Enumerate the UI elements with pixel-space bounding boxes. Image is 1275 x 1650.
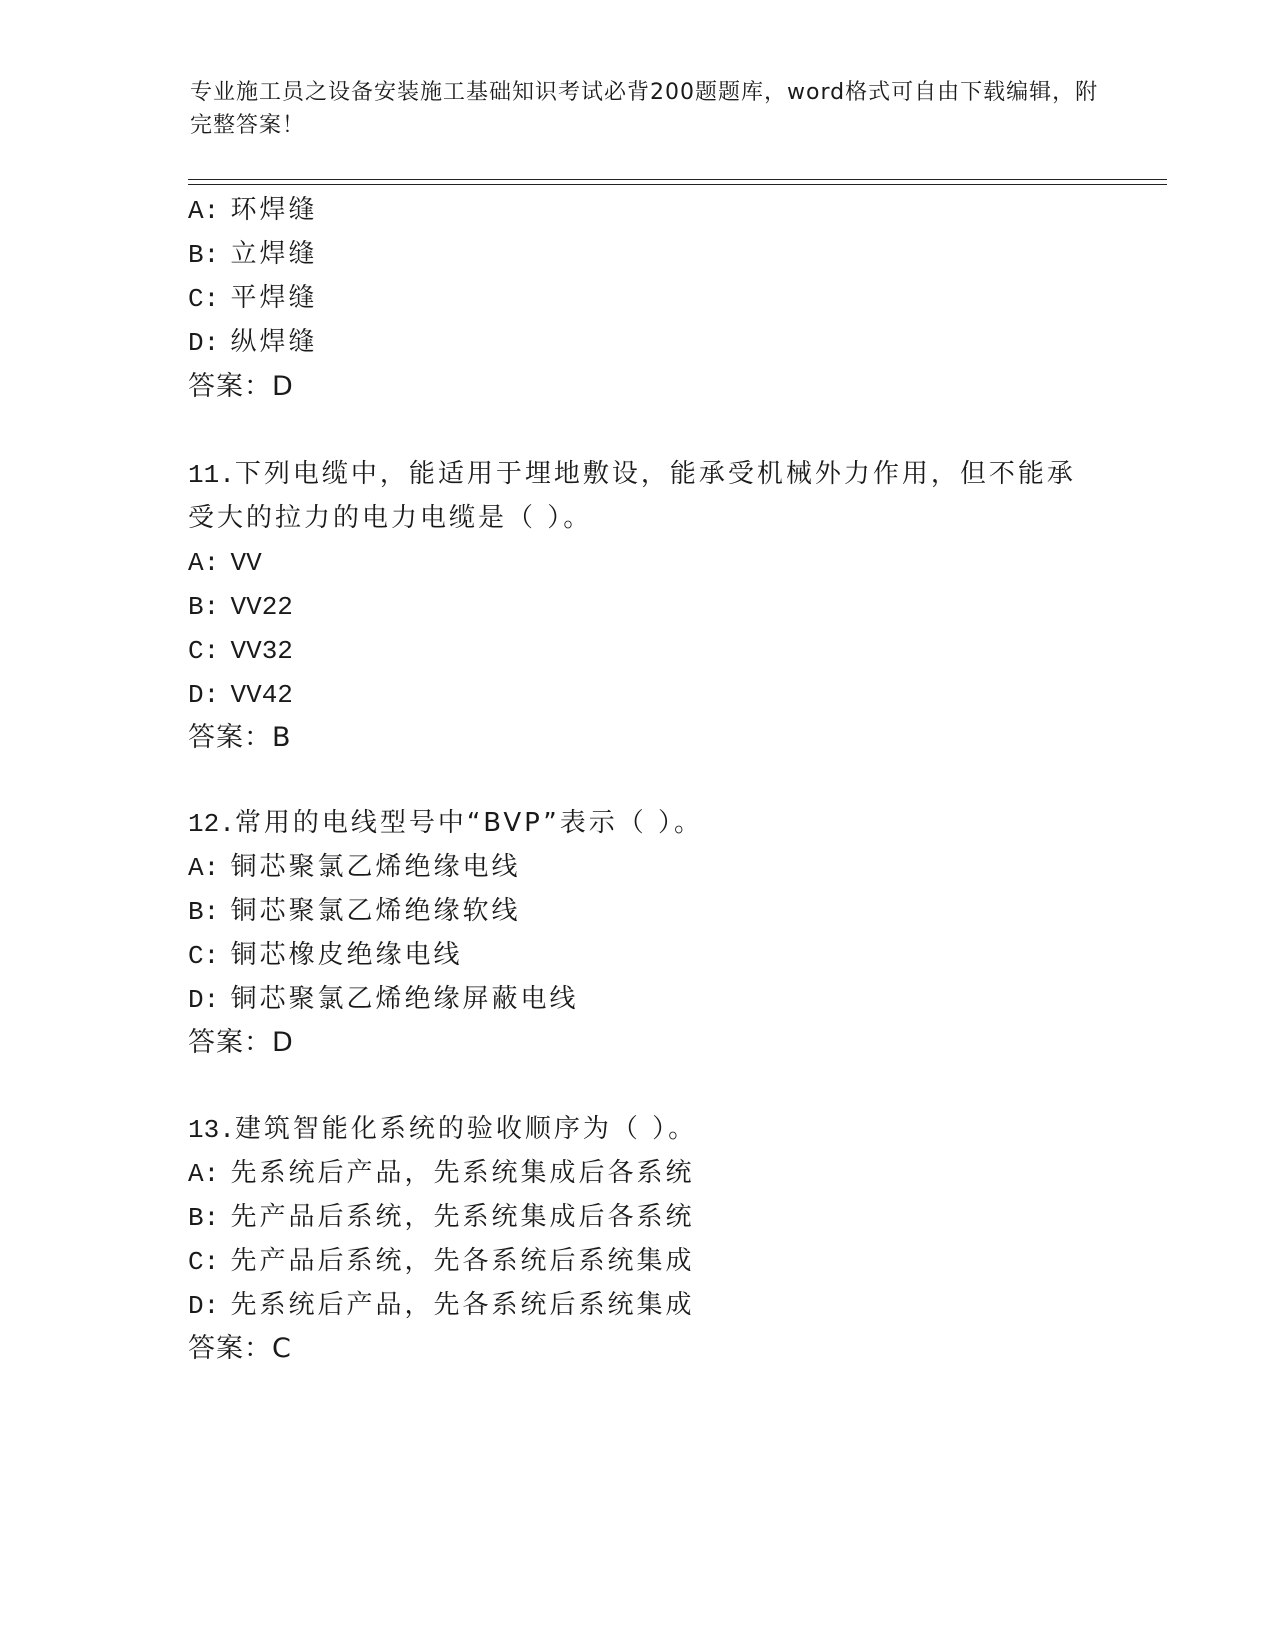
option-c — [188, 938, 463, 973]
option-text: 立焊缝 — [230, 239, 318, 269]
option-text: 先系统后产品，先各系统后系统集成 — [230, 1290, 695, 1320]
option-text: VV32 — [230, 636, 293, 666]
answer-line — [188, 370, 294, 404]
option-a — [188, 1156, 695, 1191]
answer-value: C — [272, 1333, 292, 1364]
option-letter: B: — [188, 1203, 220, 1233]
answer-line — [188, 1026, 294, 1060]
option-letter: D: — [188, 1291, 220, 1321]
option-d — [188, 325, 318, 360]
option-text: 铜芯聚氯乙烯绝缘屏蔽电线 — [230, 984, 579, 1014]
question-line: 常用的电线型号中“BVP”表示（ ）。 — [234, 808, 704, 838]
option-text: VV22 — [230, 592, 293, 622]
question-12-text — [188, 806, 703, 841]
header-divider-bottom — [188, 184, 1167, 185]
option-b — [188, 589, 293, 624]
option-letter: C: — [188, 1247, 220, 1277]
option-c — [188, 1244, 695, 1279]
option-text: 环焊缝 — [230, 195, 318, 225]
question-line: 受大的拉力的电力电缆是（ ）。 — [188, 503, 593, 533]
option-a — [188, 545, 262, 580]
option-letter: A: — [188, 196, 220, 226]
option-letter: C: — [188, 941, 220, 971]
option-text: 先产品后系统，先系统集成后各系统 — [230, 1202, 695, 1232]
option-text: 先系统后产品，先系统集成后各系统 — [230, 1158, 695, 1188]
option-text: 纵焊缝 — [230, 327, 318, 357]
option-letter: A: — [188, 853, 220, 883]
question-line: 下列电缆中，能适用于埋地敷设，能承受机械外力作用，但不能承 — [234, 459, 1076, 489]
answer-line — [188, 721, 292, 755]
question-number: 12. — [188, 809, 235, 839]
question-11-text — [188, 457, 1076, 492]
answer-label: 答案： — [188, 722, 272, 753]
document-title: 专业施工员之设备安装施工基础知识考试必背200题题库，word格式可自由下载编辑，附完整答案！ — [190, 80, 1099, 138]
option-letter: C: — [188, 636, 220, 666]
answer-value: D — [272, 371, 294, 402]
option-letter: A: — [188, 1159, 220, 1189]
option-letter: B: — [188, 240, 220, 270]
option-b — [188, 237, 318, 272]
option-a — [188, 193, 318, 228]
option-b — [188, 1200, 695, 1235]
option-c — [188, 281, 318, 316]
option-d — [188, 982, 579, 1017]
answer-label: 答案： — [188, 1333, 272, 1364]
answer-label: 答案： — [188, 1027, 272, 1058]
option-a — [188, 850, 521, 885]
option-letter: B: — [188, 592, 220, 622]
option-text: 铜芯橡皮绝缘电线 — [230, 940, 463, 970]
header-divider-top — [188, 179, 1167, 180]
option-letter: C: — [188, 284, 220, 314]
answer-value: D — [272, 1027, 294, 1058]
question-number: 11. — [188, 460, 235, 490]
option-letter: A: — [188, 548, 220, 578]
option-text: 铜芯聚氯乙烯绝缘电线 — [230, 852, 521, 882]
document-header — [190, 76, 1110, 142]
option-letter: D: — [188, 680, 220, 710]
option-d — [188, 677, 293, 712]
option-letter: D: — [188, 328, 220, 358]
option-c — [188, 633, 293, 668]
option-letter: B: — [188, 897, 220, 927]
option-b — [188, 894, 521, 929]
question-line: 建筑智能化系统的验收顺序为（ ）。 — [234, 1114, 698, 1144]
option-text: 先产品后系统，先各系统后系统集成 — [230, 1246, 695, 1276]
option-d — [188, 1288, 695, 1323]
question-11-text-cont — [188, 501, 592, 535]
option-letter: D: — [188, 985, 220, 1015]
question-number: 13. — [188, 1115, 235, 1145]
option-text: VV — [230, 548, 262, 578]
option-text: 铜芯聚氯乙烯绝缘软线 — [230, 896, 521, 926]
answer-line — [188, 1332, 292, 1366]
answer-value: B — [272, 722, 292, 753]
option-text: VV42 — [230, 680, 293, 710]
question-13-text — [188, 1112, 697, 1147]
answer-label: 答案： — [188, 371, 272, 402]
option-text: 平焊缝 — [230, 283, 318, 313]
